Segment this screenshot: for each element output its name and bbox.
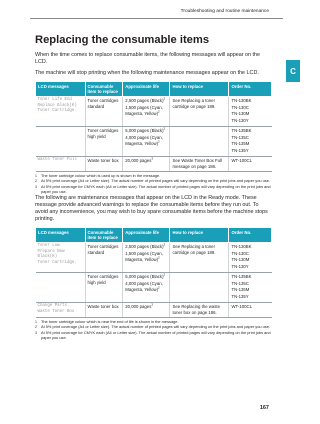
table-body — [36, 242, 272, 317]
footnotes — [35, 320, 272, 341]
order-code: TN-135M — [231, 287, 250, 293]
consumable-item-cell: Toner cartridges standard — [85, 242, 123, 272]
table-row — [36, 272, 272, 302]
order-code: TN-135BK — [231, 274, 252, 280]
order-number-cell — [229, 272, 272, 302]
footnote-number: 1 — [35, 173, 37, 178]
header-consumable-item: Consumable item to replace — [85, 228, 123, 242]
table-body — [36, 96, 272, 171]
life-text: 1,500 pages (Cyan, Magenta, Yellow) — [125, 105, 163, 116]
chapter-tab: C — [286, 60, 300, 82]
footnote-ref: 2 — [158, 139, 160, 144]
how-to-replace-cell — [170, 272, 229, 302]
footnote-number: 3 — [35, 330, 37, 335]
order-number-cell — [229, 96, 272, 126]
order-number-cell — [229, 156, 272, 171]
maintenance-messages-table — [35, 227, 272, 318]
life-text: 5,000 pages (Black) — [125, 274, 164, 280]
life-text: 5,000 pages (Black) — [125, 128, 164, 134]
lcd-message-line: Toner Life End — [37, 98, 72, 103]
footnote — [35, 331, 272, 341]
order-code: TN-130M — [231, 257, 250, 263]
order-number-cell — [229, 126, 272, 156]
footnote-text: At 5% print coverage for CMYK each (A4 or Letter size). The actual number of printed pages will vary depending on the print jobs and paper you use. — [41, 183, 271, 194]
footnote-ref: 2 — [163, 242, 166, 247]
order-number-cell — [229, 242, 272, 272]
life-text: 2,500 pages (Black) — [125, 244, 164, 250]
header-lcd-messages: LCD messages — [36, 228, 86, 242]
order-code: WT-100CL — [231, 304, 253, 310]
header-approximate-life: Approximate life — [123, 228, 170, 242]
consumable-item-cell: Toner cartridges high yield — [85, 126, 123, 156]
lcd-message-line: Toner Low — [37, 244, 60, 249]
header-approximate-life: Approximate life — [123, 82, 170, 96]
life-entry — [125, 158, 167, 164]
footnote-ref: 2 — [158, 285, 160, 290]
order-code: TN-130C — [231, 250, 249, 256]
lcd-message-cell — [36, 272, 86, 302]
header-order-no: Order No. — [229, 82, 272, 96]
footnote-number: 2 — [35, 179, 37, 184]
life-entry — [125, 281, 167, 292]
life-entry — [125, 274, 167, 280]
lcd-message-cell — [36, 156, 86, 171]
order-code: TN-130Y — [231, 117, 249, 123]
how-to-replace-cell: See Replacing a toner cartridge on page 189. — [170, 242, 229, 272]
life-text: 4,000 pages (Cyan, Magenta, Yellow) — [125, 281, 163, 292]
table-header-row — [36, 82, 272, 96]
page-content — [35, 34, 272, 341]
order-code: TN-130C — [231, 104, 249, 110]
footnote-ref: 2 — [163, 126, 166, 131]
order-code: TN-135C — [231, 134, 249, 140]
table-row — [36, 96, 272, 126]
life-entry — [125, 244, 167, 250]
life-entry — [125, 105, 167, 116]
table-row — [36, 126, 272, 156]
life-entry — [125, 98, 167, 104]
header-rule — [30, 18, 283, 19]
footnote-text: At 5% print coverage (A4 or Letter size). The actual number of printed pages will vary depending on the print jobs and paper you use. — [41, 324, 270, 330]
order-code: TN-135BK — [231, 128, 252, 134]
lcd-message-cell — [36, 302, 86, 317]
header-how-to-replace: How to replace — [170, 82, 229, 96]
how-to-replace-cell: See Replacing a toner cartridge on page 189. — [170, 96, 229, 126]
approximate-life-cell — [123, 126, 170, 156]
footnote-ref: 3 — [151, 302, 154, 307]
life-text: 2,500 pages (Black) — [125, 98, 164, 104]
order-code: TN-130Y — [231, 263, 249, 269]
footnote-ref: 2 — [158, 109, 160, 114]
running-head: Troubleshooting and routine maintenance — [180, 9, 269, 14]
table-row — [36, 242, 272, 272]
life-entry — [125, 251, 167, 262]
footnote — [35, 185, 272, 195]
consumable-item-cell: Toner cartridges high yield — [85, 272, 123, 302]
life-entry — [125, 304, 167, 310]
intro-paragraph-1: When the time comes to replace consumable items, the following messages will appear on the LCD. — [35, 52, 261, 66]
order-code: TN-130BK — [231, 98, 252, 104]
header-how-to-replace: How to replace — [170, 228, 229, 242]
lcd-message-cell — [36, 126, 86, 156]
intro-paragraph-2: The machine will stop printing when the following maintenance messages appear on the LCD. — [35, 70, 259, 77]
table-row — [36, 156, 272, 171]
footnote-text: The toner cartridge colour which is near the end of life is shown in the message. — [41, 318, 179, 324]
order-code: WT-100CL — [231, 158, 253, 164]
lcd-message-line: Toner Cartridge. — [37, 109, 77, 114]
header-lcd-messages: LCD messages — [36, 82, 86, 96]
header-order-no: Order No. — [229, 228, 272, 242]
life-entry — [125, 128, 167, 134]
order-code: TN-130M — [231, 111, 250, 117]
maintenance-paragraph: The following are maintenance messages that appear on the LCD in the Ready mode. These message provide advanced warnings to replace the consumable items before they run out. To avoid any inconvenience, you may wish to buy spare consumable items before the machine stops printing. — [35, 195, 268, 223]
order-code: TN-135Y — [231, 293, 249, 299]
order-number-cell — [229, 302, 272, 317]
consumable-item-cell: Waste toner box — [85, 156, 123, 171]
life-text: 1,500 pages (Cyan, Magenta, Yellow) — [125, 251, 163, 262]
consumable-item-cell: Toner cartridges standard — [85, 96, 123, 126]
footnote-ref: 2 — [163, 96, 166, 101]
footnote-text: At 5% print coverage for CMYK each (A4 or Letter size). The actual number of printed pages will vary depending on the print jobs and paper you use. — [41, 329, 271, 340]
lcd-message-cell — [36, 242, 86, 272]
lcd-message-line: Toner Cartridge. — [37, 261, 77, 266]
lcd-message-line: Prepare New Black(K) — [37, 249, 65, 260]
page-number: 167 — [259, 405, 269, 411]
footnote-ref: 3 — [151, 156, 154, 161]
footnote-number: 2 — [35, 325, 37, 330]
life-text: 4,000 pages (Cyan, Magenta, Yellow) — [125, 135, 163, 146]
footnote-number: 3 — [35, 184, 37, 189]
order-code: TN-135Y — [231, 147, 249, 153]
footnote-number: 1 — [35, 319, 37, 324]
lcd-message-cell — [36, 96, 86, 126]
lcd-message-line: Replace Black(K) — [37, 103, 77, 108]
life-text: 20,000 pages — [125, 158, 152, 164]
lcd-message-line: Waste Toner Full — [37, 158, 77, 163]
table-header-row — [36, 228, 272, 242]
order-code: TN-130BK — [231, 244, 252, 250]
consumable-item-cell: Waste toner box — [85, 302, 123, 317]
life-entry — [125, 135, 167, 146]
lcd-message-line: Change Parts — [37, 304, 67, 309]
approximate-life-cell — [123, 242, 170, 272]
footnotes — [35, 174, 272, 195]
footnote-text: At 5% print coverage (A4 or Letter size). The actual number of printed pages will vary depending on the print jobs and paper you use. — [41, 178, 270, 184]
replace-messages-table — [35, 81, 272, 172]
lcd-message-line: Waste Toner Box — [37, 309, 75, 314]
approximate-life-cell — [123, 302, 170, 317]
how-to-replace-cell: See Replacing the waste toner box on page 186. — [170, 302, 229, 317]
page-title: Replacing the consumable items — [35, 34, 210, 46]
approximate-life-cell — [123, 272, 170, 302]
table-row — [36, 302, 272, 317]
how-to-replace-cell: See Waste Toner Box Full message on page 186. — [170, 156, 229, 171]
approximate-life-cell — [123, 156, 170, 171]
footnote-ref: 2 — [158, 255, 160, 260]
order-code: TN-135C — [231, 280, 249, 286]
how-to-replace-cell — [170, 126, 229, 156]
order-code: TN-135M — [231, 141, 250, 147]
header-consumable-item: Consumable item to replace — [85, 82, 123, 96]
footnote-text: The toner cartridge colour which is used up is shown in the message. — [41, 172, 161, 178]
approximate-life-cell — [123, 96, 170, 126]
life-text: 20,000 pages — [125, 304, 152, 310]
footnote-ref: 2 — [163, 272, 166, 277]
